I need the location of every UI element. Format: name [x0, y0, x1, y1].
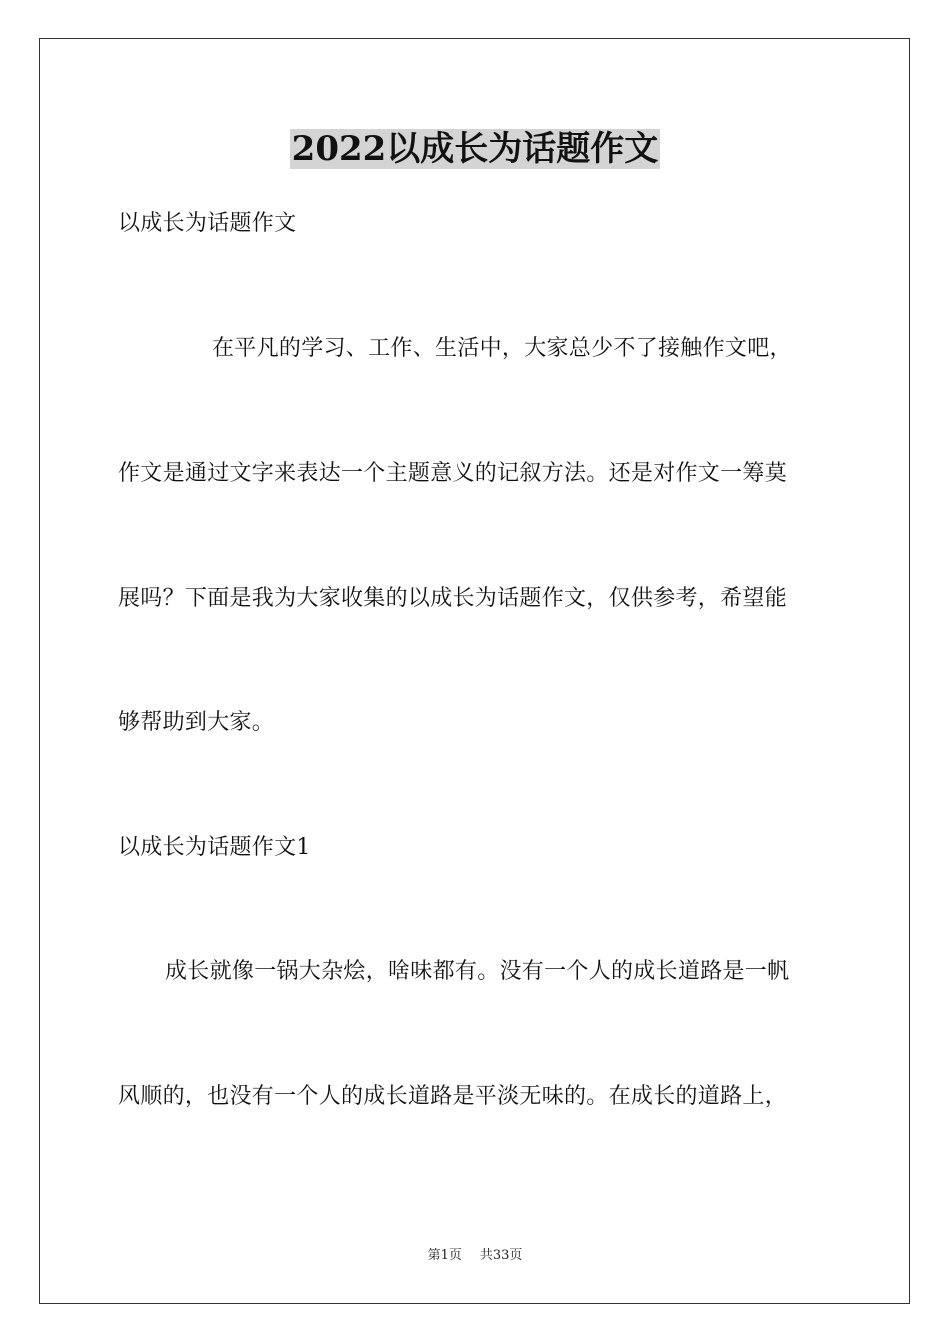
paragraph-line: 展吗？下面是我为大家收集的以成长为话题作文，仅供参考，希望能: [118, 586, 788, 611]
paragraph-line: 作文是通过文字来表达一个主题意义的记叙方法。还是对作文一筹莫: [118, 461, 788, 486]
subtitle-line: 以成长为话题作文: [118, 211, 297, 236]
paragraph-line: 风顺的，也没有一个人的成长道路是平淡无味的。在成长的道路上，: [118, 1084, 788, 1109]
document-title: [0, 124, 950, 174]
paragraph-line: 够帮助到大家。: [118, 710, 275, 735]
paragraph-line: 在平凡的学习、工作、生活中，大家总少不了接触作文吧，: [212, 336, 792, 361]
section-heading: 以成长为话题作文1: [118, 835, 311, 860]
page-number-total: 共33页: [479, 1248, 523, 1263]
document-title-text: 2022以成长为话题作文: [291, 129, 659, 169]
page-footer: [0, 1246, 950, 1266]
page-number-current: 第1页: [427, 1248, 462, 1263]
paragraph-line: 成长就像一锅大杂烩，啥味都有。没有一个人的成长道路是一帆: [165, 959, 790, 984]
